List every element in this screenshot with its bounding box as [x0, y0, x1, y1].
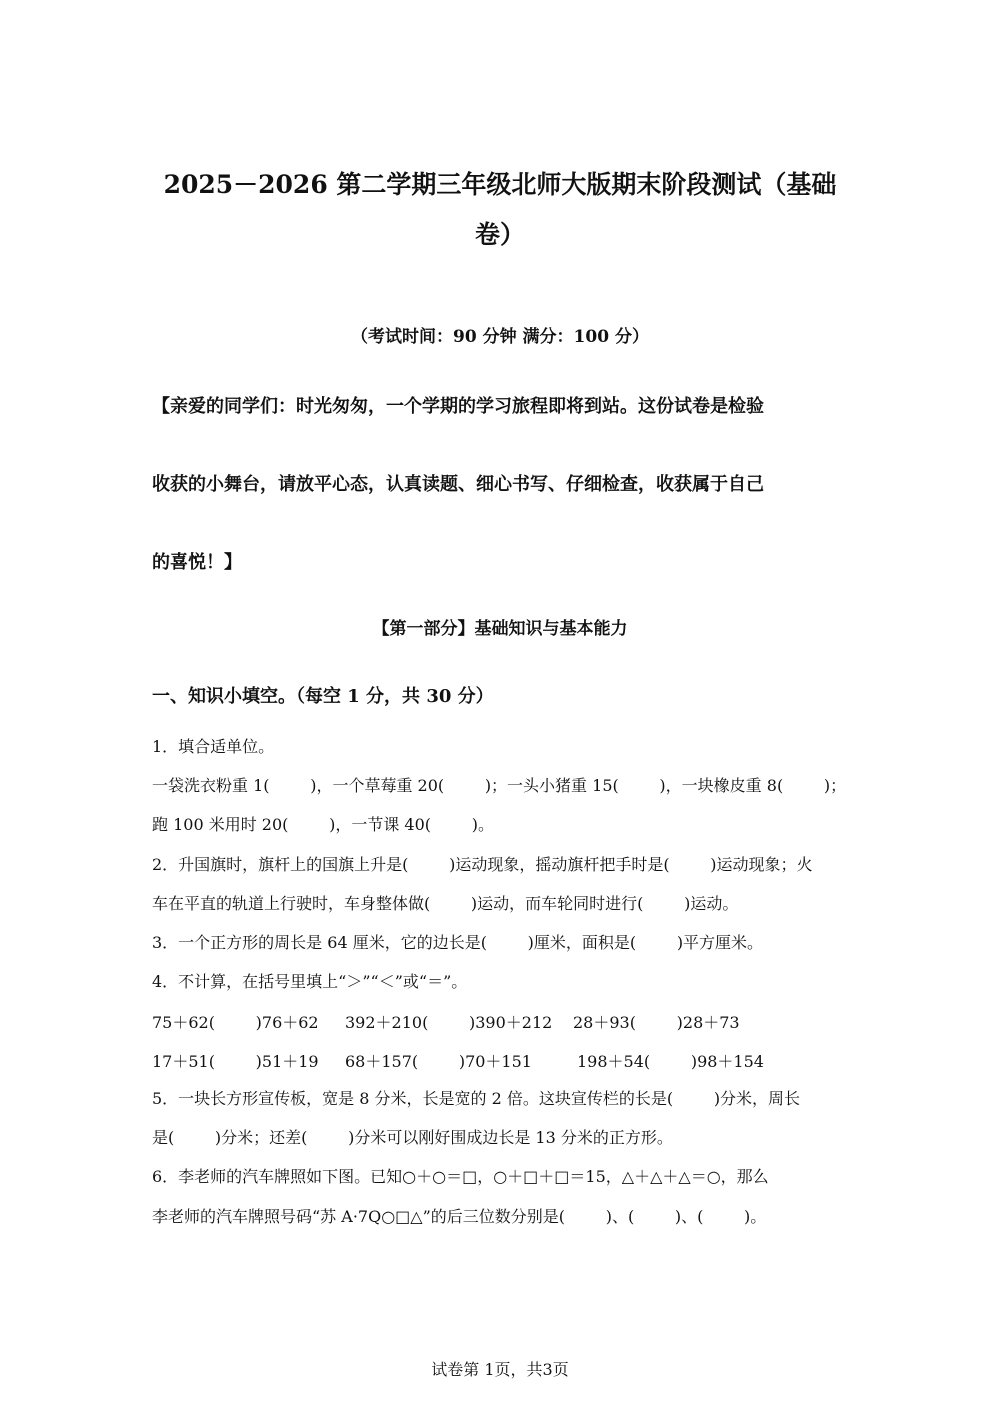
part-heading: 【第一部分】基础知识与基本能力 [372, 619, 628, 639]
question-2-line2: 车在平直的轨道上行驶时，车身整体做( )运动，而车轮同时进行( )运动。 [152, 894, 739, 913]
comparison-item: 198＋54( )98＋154 [577, 1052, 764, 1071]
comparison-item: 392＋210( )390＋212 [345, 1013, 553, 1032]
intro-line2: 收获的小舞台，请放平心态，认真读题、细心书写、仔细检查，收获属于自己 [152, 474, 764, 495]
question-5-line2: 是( )分米；还差( )分米可以刚好围成边长是 13 分米的正方形。 [152, 1128, 673, 1147]
question-1-line2: 跑 100 米用时 20( )，一节课 40( )。 [152, 815, 494, 834]
question-3: 3．一个正方形的周长是 64 厘米，它的边长是( )厘米，面积是( )平方厘米。 [152, 933, 764, 952]
question-6-line1: 6．李老师的汽车牌照如下图。已知○＋○＝□，○＋□＋□＝15，△＋△＋△＝○，那么 [152, 1167, 769, 1186]
exam-title-line1: 2025－2026 第二学期三年级北师大版期末阶段测试（基础 [163, 170, 837, 199]
question-4-title: 4．不计算，在括号里填上“＞”“＜”或“＝”。 [152, 972, 468, 991]
question-6-line2: 李老师的汽车牌照号码“苏 A·7Q○□△”的后三位数分别是( )、( )、( )。 [152, 1207, 767, 1226]
question-1-line1: 一袋洗衣粉重 1( )，一个草莓重 20( )；一头小猪重 15( )，一块橡皮重 8( )； [152, 776, 847, 795]
exam-subtitle: （考试时间：90 分钟 满分：100 分） [351, 327, 649, 347]
section-heading: 一、知识小填空。（每空 1 分，共 30 分） [152, 686, 494, 707]
question-5-line1: 5．一块长方形宣传板，宽是 8 分米，长是宽的 2 倍。这块宣传栏的长是( )分米，周长 [152, 1089, 801, 1108]
intro-line3: 的喜悦！】 [152, 552, 242, 573]
page-footer: 试卷第 1页，共3页 [431, 1360, 569, 1379]
intro-line1: 【亲爱的同学们：时光匆匆，一个学期的学习旅程即将到站。这份试卷是检验 [152, 396, 764, 417]
question-1-title: 1．填合适单位。 [152, 737, 275, 756]
comparison-item: 75＋62( )76＋62 [152, 1013, 319, 1032]
comparison-item: 17＋51( )51＋19 [152, 1052, 319, 1071]
question-2-line1: 2．升国旗时，旗杆上的国旗上升是( )运动现象，摇动旗杆把手时是( )运动现象；火 [152, 855, 813, 874]
comparison-item: 68＋157( )70＋151 [345, 1052, 532, 1071]
exam-title-line2: 卷） [474, 220, 525, 249]
comparison-item: 28＋93( )28＋73 [573, 1013, 740, 1032]
